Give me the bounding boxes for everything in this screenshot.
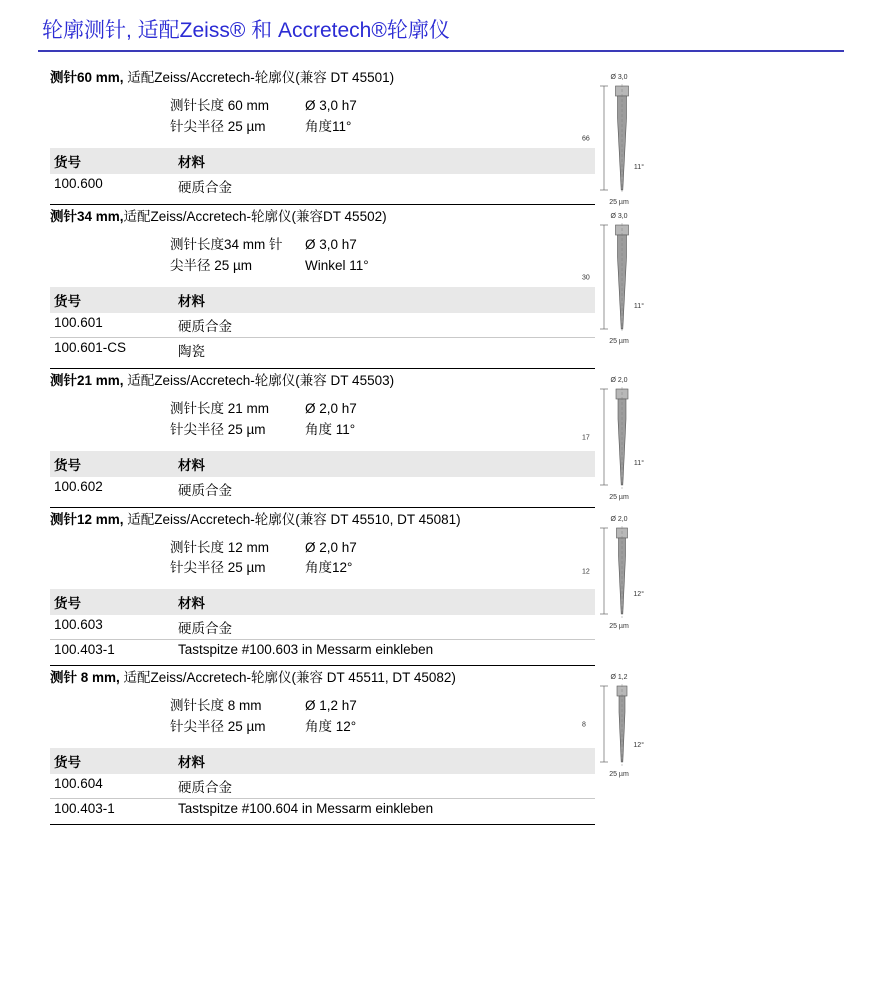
- section-heading-rest: 适配Zeiss/Accretech-轮廓仪(兼容 DT 45510, DT 45081): [123, 511, 461, 527]
- column-header-material: 材料: [174, 589, 595, 615]
- section-heading-rest: 适配Zeiss/Accretech-轮廓仪(兼容DT 45502): [123, 208, 387, 224]
- section-heading: [50, 666, 595, 686]
- probe-angle-label: 12°: [633, 742, 644, 750]
- title-divider: [38, 50, 844, 52]
- probe-svg: [596, 524, 642, 620]
- spec-left-text: 测针长度 8 mm: [170, 698, 262, 714]
- cell-material: Tastspitze #100.604 in Messarm einkleben: [178, 801, 434, 817]
- spec-right-text: Ø 3,0 h7: [305, 98, 357, 113]
- column-header-part-no: 货号: [50, 451, 174, 477]
- cell-part-no: 100.403-1: [54, 801, 115, 817]
- cell-part-no: 100.602: [54, 478, 103, 494]
- cell-material: 硬质合金: [174, 313, 595, 338]
- section-content: [50, 205, 595, 362]
- probe-length-label: 17: [582, 434, 590, 442]
- section-content: [50, 508, 595, 660]
- parts-table: [50, 451, 595, 501]
- spec-row: [170, 399, 595, 420]
- column-header-part-no: 货号: [50, 148, 174, 174]
- probe-body: [582, 682, 644, 768]
- table-row: [50, 615, 595, 640]
- probe-tip-label: 25 µm: [609, 337, 629, 345]
- spec-left-text: 尖半径 25 µm: [170, 257, 253, 273]
- probe-body: [582, 385, 644, 491]
- probe-section: [38, 66, 844, 206]
- probe-body: [582, 82, 644, 196]
- spec-right-text: Ø 3,0 h7: [305, 236, 357, 252]
- section-heading-rest: 适配Zeiss/Accretech-轮廓仪(兼容 DT 45501): [123, 70, 395, 85]
- table-row: [50, 640, 595, 660]
- spec-right-text: Ø 2,0 h7: [305, 539, 357, 555]
- probe-drawing: [564, 377, 674, 501]
- cell-material: 硬质合金: [178, 179, 232, 195]
- probe-angle-label: 12°: [633, 591, 644, 599]
- section-content: [50, 66, 595, 198]
- probe-diameter-label: Ø 2,0: [610, 376, 628, 384]
- table-header-row: [50, 451, 595, 477]
- cell-material: 陶瓷: [178, 343, 205, 359]
- probe-length-label: 8: [582, 721, 586, 729]
- probe-svg: [596, 682, 642, 768]
- section-heading: [50, 205, 595, 225]
- cell-part-no: 100.603: [50, 615, 174, 640]
- spec-right-text: Ø 2,0 h7: [305, 400, 357, 416]
- section-heading-bold: 测针34 mm,: [50, 208, 124, 224]
- spec-row: [170, 235, 595, 256]
- section-heading: [50, 508, 595, 528]
- page-title: 轮廓测针, 适配Zeiss® 和 Accretech®轮廓仪: [42, 19, 450, 42]
- cell-part-no: 100.600: [54, 175, 103, 191]
- spec-row: [170, 117, 595, 138]
- cell-part-no: 100.601-CS: [54, 339, 127, 355]
- section-heading-rest: 适配Zeiss/Accretech-轮廓仪(兼容 DT 45511, DT 45082): [119, 670, 456, 686]
- table-row: [50, 313, 595, 338]
- section-heading-bold: 测针60 mm,: [50, 70, 124, 85]
- spec-left-text: 测针长度 12 mm: [170, 539, 270, 555]
- spec-left-text: 测针长度 21 mm: [170, 400, 270, 416]
- probe-drawing: [564, 516, 674, 630]
- probe-section: [38, 205, 844, 362]
- spec-row: [170, 538, 595, 559]
- table-header-row: [50, 589, 595, 615]
- section-content: [50, 666, 595, 818]
- probe-diameter-label: Ø 3,0: [610, 74, 628, 81]
- probe-tip-label: 25 µm: [609, 493, 629, 501]
- column-header-material: 材料: [174, 148, 595, 174]
- section-content: [50, 369, 595, 501]
- section-heading: [50, 369, 595, 389]
- probe-tip-label: 25 µm: [609, 199, 629, 206]
- cell-part-no: 100.601: [50, 313, 174, 338]
- column-header-part-no: 货号: [50, 287, 174, 313]
- cell-part-no: 100.403-1: [54, 642, 115, 658]
- spec-row: [170, 96, 595, 117]
- spec-row: [170, 696, 595, 717]
- table-row: [50, 337, 595, 362]
- spec-right-text: 角度12°: [305, 560, 353, 576]
- cell-material: 硬质合金: [178, 482, 232, 498]
- table-header-row: [50, 748, 595, 774]
- spec-left-text: 针尖半径 25 µm: [170, 118, 266, 134]
- sections-container: [38, 66, 844, 825]
- column-header-part-no: 货号: [50, 589, 174, 615]
- probe-diameter-label: Ø 3,0: [610, 212, 628, 220]
- column-header-material: 材料: [174, 748, 595, 774]
- parts-table: [50, 148, 595, 198]
- specs-block: [170, 399, 595, 441]
- section-heading-bold: 测针21 mm,: [50, 372, 124, 388]
- probe-tip-label: 25 µm: [609, 622, 629, 630]
- spec-row: [170, 717, 595, 738]
- specs-block: [170, 696, 595, 738]
- cell-material: 硬质合金: [174, 774, 595, 799]
- specs-block: [170, 96, 595, 138]
- spec-row: [170, 256, 595, 277]
- probe-section: [38, 666, 844, 818]
- spec-left-text: 测针长度 60 mm: [170, 98, 270, 113]
- spec-right-text: Ø 1,2 h7: [305, 698, 357, 714]
- probe-body: [582, 524, 644, 620]
- table-row: [50, 799, 595, 819]
- section-heading: [50, 66, 595, 86]
- probe-length-label: 66: [582, 135, 590, 143]
- spec-left-text: 测针长度34 mm 针: [170, 236, 283, 252]
- probe-diameter-label: Ø 2,0: [610, 515, 628, 523]
- specs-block: [170, 235, 595, 277]
- spec-row: [170, 420, 595, 441]
- column-header-part-no: 货号: [50, 748, 174, 774]
- table-header-row: [50, 148, 595, 174]
- probe-angle-label: 11°: [633, 163, 644, 171]
- probe-length-label: 12: [582, 568, 590, 576]
- probe-length-label: 30: [582, 274, 590, 282]
- parts-table: [50, 589, 595, 659]
- cell-material: Tastspitze #100.603 in Messarm einkleben: [178, 642, 434, 658]
- section-divider: [50, 824, 595, 825]
- spec-left-text: 针尖半径 25 µm: [170, 719, 266, 735]
- parts-table: [50, 748, 595, 818]
- probe-section: [38, 369, 844, 501]
- probe-diameter-label: Ø 1,2: [610, 674, 628, 682]
- column-header-material: 材料: [174, 451, 595, 477]
- probe-section: [38, 508, 844, 660]
- probe-drawing: [564, 74, 674, 206]
- table-row: [50, 774, 595, 799]
- probe-drawing: [564, 674, 674, 778]
- spec-row: [170, 558, 595, 579]
- cell-material: 硬质合金: [174, 615, 595, 640]
- parts-table: [50, 287, 595, 362]
- specs-block: [170, 538, 595, 580]
- spec-left-text: 针尖半径 25 µm: [170, 421, 266, 437]
- section-heading-bold: 测针 8 mm,: [50, 670, 120, 686]
- table-header-row: [50, 287, 595, 313]
- probe-body: [582, 221, 644, 335]
- section-heading-bold: 测针12 mm,: [50, 511, 124, 527]
- spec-right-text: 角度 12°: [305, 719, 357, 735]
- section-heading-rest: 适配Zeiss/Accretech-轮廓仪(兼容 DT 45503): [123, 372, 395, 388]
- table-row: [50, 477, 595, 501]
- spec-right-text: Winkel 11°: [305, 257, 369, 273]
- probe-svg: [596, 82, 642, 196]
- spec-left-text: 针尖半径 25 µm: [170, 560, 266, 576]
- table-row: [50, 174, 595, 198]
- probe-svg: [596, 221, 642, 335]
- spec-right-text: 角度11°: [305, 118, 352, 134]
- probe-svg: [596, 385, 642, 491]
- probe-drawing: [564, 213, 674, 345]
- cell-part-no: 100.604: [50, 774, 174, 799]
- probe-angle-label: 11°: [633, 302, 644, 310]
- column-header-material: 材料: [174, 287, 595, 313]
- probe-tip-label: 25 µm: [609, 771, 629, 779]
- probe-angle-label: 11°: [633, 460, 644, 468]
- spec-right-text: 角度 11°: [305, 421, 356, 437]
